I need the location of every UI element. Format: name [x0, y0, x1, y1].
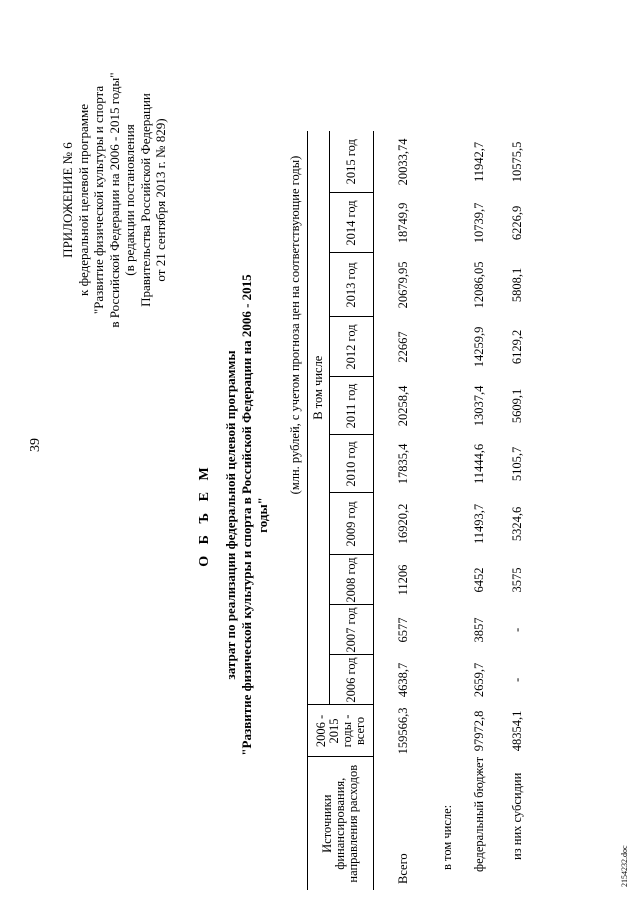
cell-value: 5324,6 [510, 506, 524, 542]
header-year: 2006 год [330, 655, 374, 705]
header-year: 2010 год [330, 435, 374, 493]
row-label: Всего [396, 853, 411, 884]
appendix-line: к федеральной целевой программе [75, 104, 91, 296]
table-row-subsidies [498, 131, 538, 890]
table-row-subheading [434, 131, 462, 890]
header-year: 2007 год [330, 605, 374, 655]
cell-value: 20033,74 [396, 138, 411, 186]
cell-value: - [510, 677, 524, 683]
cell-value: 3575 [510, 567, 524, 593]
cell-total: 159566,3 [396, 707, 411, 755]
cell-value: 11493,7 [472, 503, 486, 545]
cell-value: - [510, 627, 524, 633]
header-year: 2009 год [330, 493, 374, 555]
appendix-line: "Развитие физической культуры и спорта [91, 85, 106, 315]
cell-value: 10739,7 [472, 202, 486, 244]
cell-value: 5609,1 [510, 388, 524, 424]
header-in-that-number [308, 131, 330, 705]
cell-value: 12086,05 [472, 261, 486, 309]
cell-value: 13037,4 [472, 385, 486, 427]
funding-table [307, 131, 538, 890]
appendix-line: Правительства Российской Федерации [137, 93, 153, 307]
page-number: 39 [28, 438, 43, 452]
cell-total: 48354,1 [510, 710, 524, 752]
cell-value: 20679,95 [396, 261, 411, 309]
row-label: в том числе: [440, 804, 454, 870]
header-source: Источники финансирования, направления расходов [308, 757, 374, 890]
title-heading: О Б Ъ Е М [197, 463, 212, 567]
cell-value: 18749,9 [396, 202, 411, 244]
table-row-federal [462, 131, 498, 890]
cell-value: 4638,7 [396, 662, 411, 698]
appendix-line: в Российской Федерации на 2006 - 2015 годы" [106, 72, 122, 328]
row-label: из них субсидии [510, 772, 524, 860]
header-total: 2006 - 2015 годы - всего [308, 705, 374, 757]
header-in-that-number-label: В том числе [311, 355, 325, 420]
header-year: 2014 год [330, 193, 374, 253]
table-row-total [374, 131, 434, 890]
cell-value: 11942,7 [472, 141, 486, 183]
cell-value: 6226,9 [510, 205, 524, 241]
title-subline: затрат по реализации федеральной целевой программы [223, 350, 238, 680]
appendix-header [60, 15, 169, 385]
cell-value: 11206 [396, 564, 411, 596]
header-year: 2011 год [330, 377, 374, 435]
footer-file-code: 2154232.doc [620, 845, 629, 887]
cell-value: 2659,7 [472, 662, 486, 698]
document-title [197, 255, 271, 775]
header-year: 2012 год [330, 317, 374, 377]
appendix-line: от 21 сентября 2013 г. № 829) [153, 118, 168, 282]
cell-value: 6129,2 [510, 329, 524, 365]
cell-value: 14259,9 [472, 326, 486, 368]
cell-value: 5105,7 [510, 446, 524, 482]
cell-total: 97972,8 [472, 710, 486, 752]
header-year: 2015 год [330, 131, 374, 193]
cell-value: 16920,2 [396, 503, 411, 545]
header-year: 2013 год [330, 253, 374, 317]
cell-value: 6452 [472, 567, 486, 593]
cell-value: 10575,5 [510, 141, 524, 183]
cell-value: 20258,4 [396, 385, 411, 427]
units-note: (млн. рублей, с учетом прогноза цен на соответствующие годы) [288, 155, 302, 495]
appendix-line: ПРИЛОЖЕНИЕ № 6 [60, 142, 75, 258]
cell-value: 22667 [396, 331, 411, 363]
title-program-name: "Развитие физической культуры и спорта в Российской Федерации на 2006 - 2015 годы" [239, 274, 270, 756]
cell-value: 11444,6 [472, 443, 486, 485]
cell-value: 17835,4 [396, 443, 411, 485]
header-year: 2008 год [330, 555, 374, 605]
cell-value: 3857 [472, 617, 486, 643]
cell-value: 5808,1 [510, 267, 524, 303]
cell-value: 6577 [396, 617, 411, 643]
row-label: федеральный бюджет [472, 756, 486, 872]
appendix-line: (в редакции постановления [122, 124, 137, 276]
